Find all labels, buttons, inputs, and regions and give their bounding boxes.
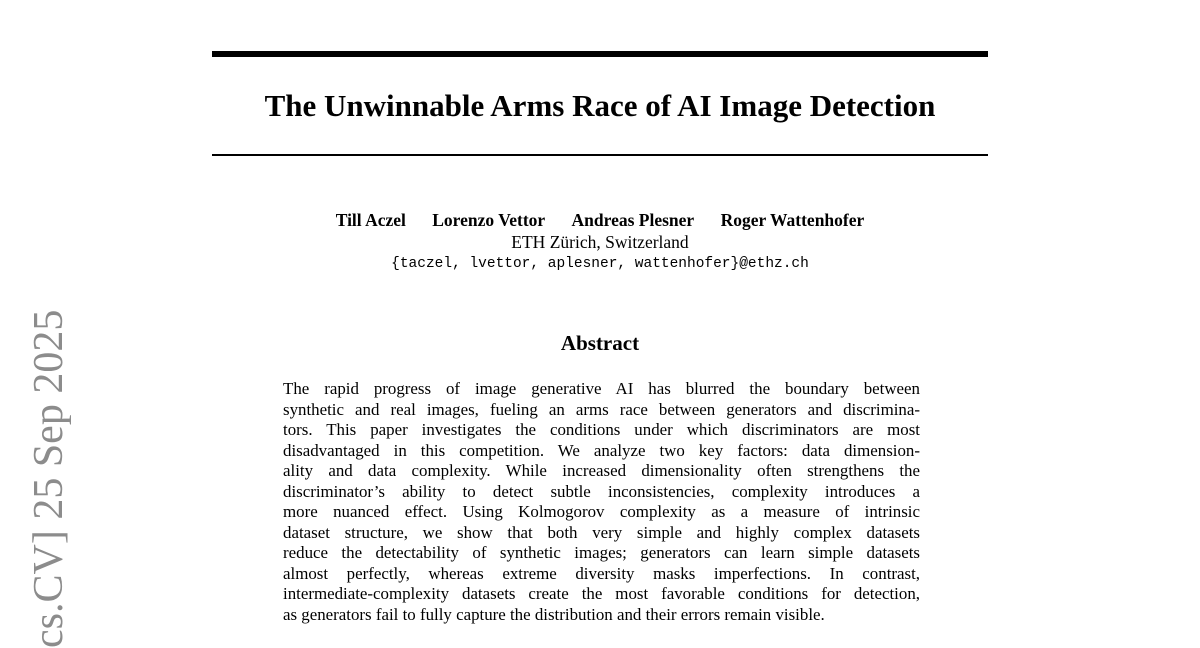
- title-top-rule: [212, 51, 988, 57]
- author-name: Roger Wattenhofer: [720, 210, 865, 230]
- author-name: Till Aczel: [335, 210, 406, 230]
- abstract-line: almost perfectly, whereas extreme diversity masks imperfections. In contrast,: [283, 563, 920, 583]
- arxiv-side-stamp: cs.CV] 25 Sep 2025: [26, 309, 72, 648]
- abstract-line: reduce the detectability of synthetic images; generators can learn simple datasets: [283, 543, 920, 562]
- abstract-line: dataset structure, we show that both very simple and highly complex datasets: [283, 522, 920, 542]
- author-name: Lorenzo Vettor: [432, 210, 546, 230]
- abstract-line: as generators fail to fully capture the distribution and their errors remain visible.: [283, 604, 825, 624]
- abstract-line: intermediate-complexity datasets create the most favorable conditions for detection,: [283, 584, 920, 603]
- abstract-heading: Abstract: [560, 331, 640, 355]
- title-bottom-rule: [212, 154, 988, 156]
- abstract-line: tors. This paper investigates the conditions under which discriminators are most: [283, 420, 920, 439]
- affiliation: ETH Zürich, Switzerland: [511, 232, 689, 252]
- abstract-line: discriminator’s ability to detect subtle inconsistencies, complexity introduces a: [283, 481, 920, 501]
- abstract-line: more nuanced effect. Using Kolmogorov complexity as a measure of intrinsic: [283, 502, 920, 521]
- abstract-text: [283, 379, 920, 625]
- abstract-line: disadvantaged in this competition. We analyze two key factors: data dimension-: [283, 440, 920, 460]
- author-name: Andreas Plesner: [571, 210, 695, 230]
- abstract-line: synthetic and real images, fueling an arms race between generators and discrimina-: [283, 399, 920, 419]
- abstract-line: The rapid progress of image generative AI has blurred the boundary between: [283, 379, 920, 398]
- author-emails: {taczel, lvettor, aplesner, wattenhofer}@ethz.ch: [391, 256, 809, 272]
- abstract-line: ality and data complexity. While increased dimensionality often strengthens the: [283, 461, 920, 480]
- paper-title: The Unwinnable Arms Race of AI Image Detection: [264, 88, 936, 123]
- author-list: [212, 209, 988, 231]
